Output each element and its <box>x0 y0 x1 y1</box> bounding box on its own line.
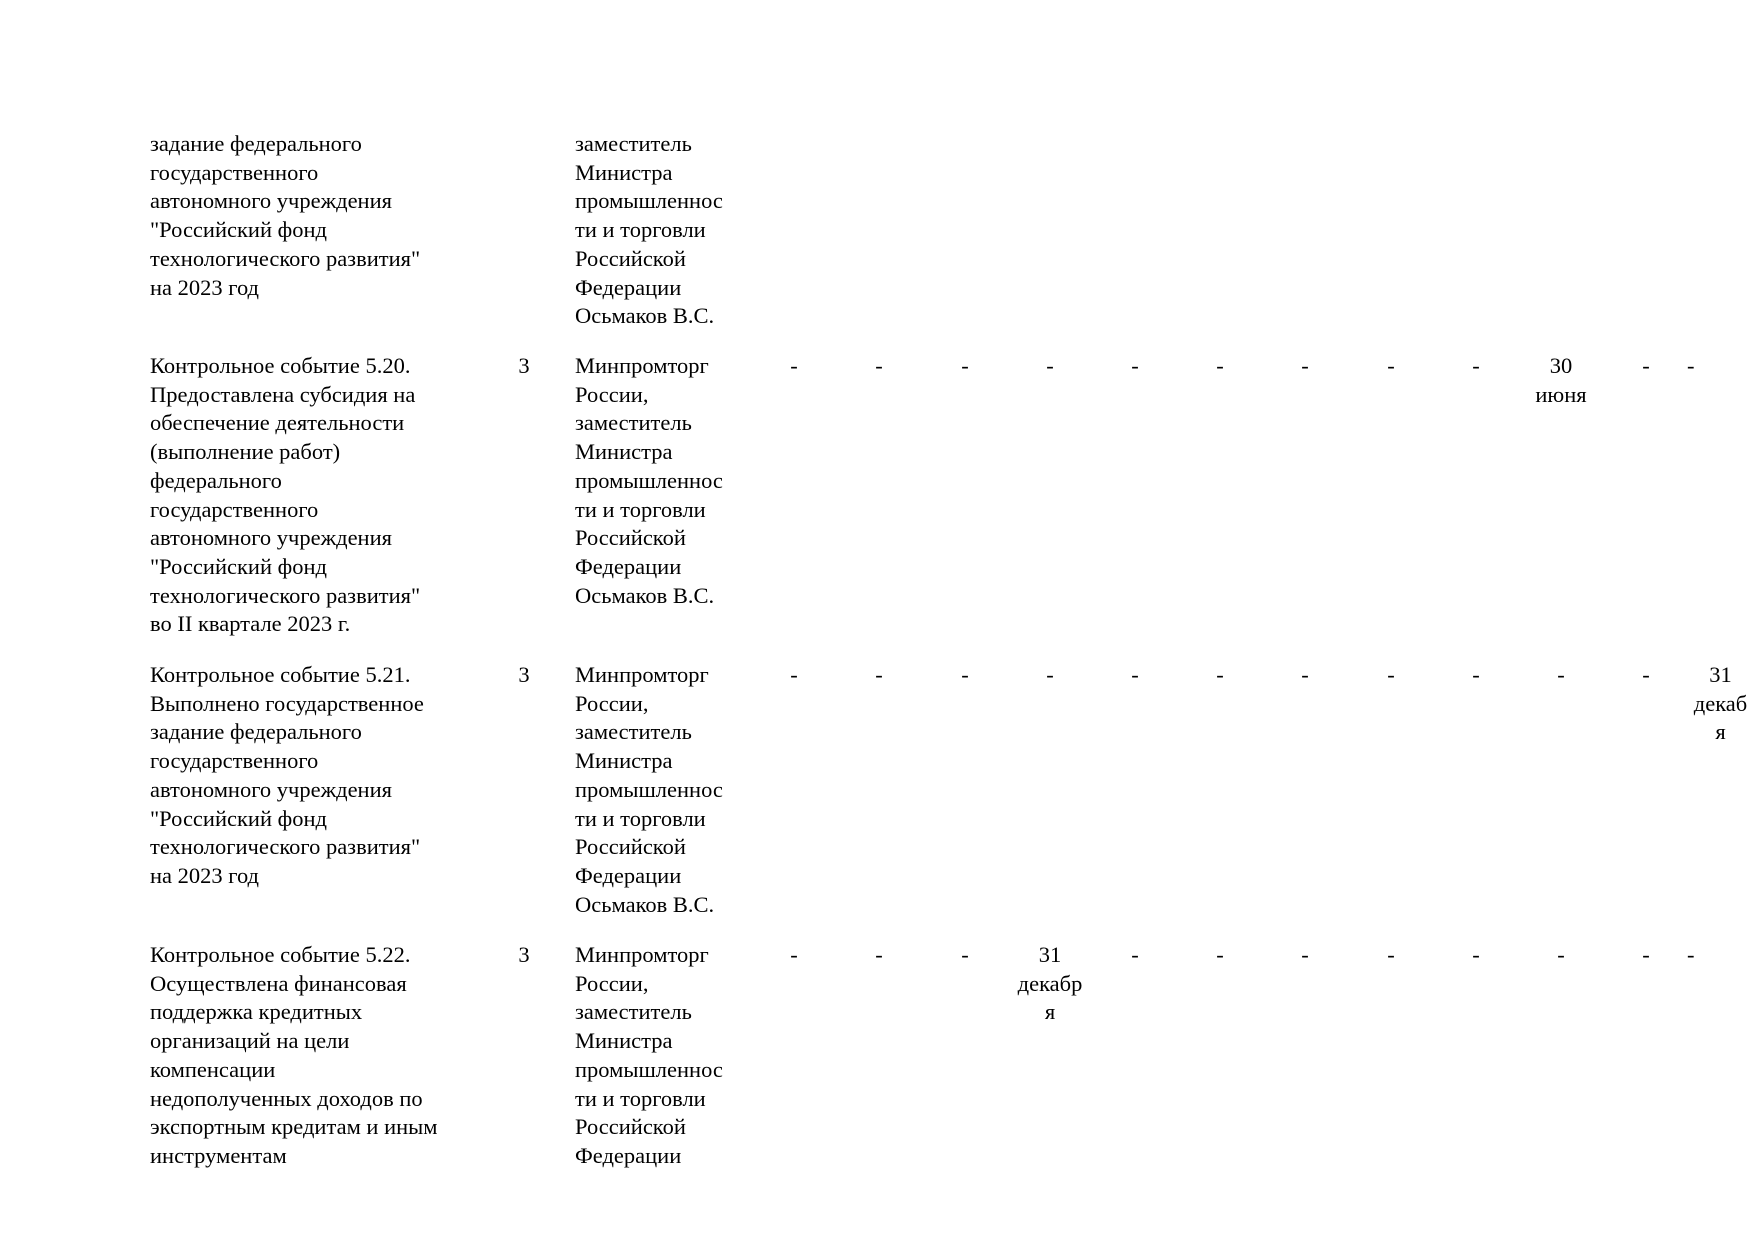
responsible-party: Минпромторг России, заместитель Министра промышленнос ти и торговли Российской Федерации Осьмаков В.С. <box>575 662 723 917</box>
month-cell: - <box>790 353 798 378</box>
month-cell: - <box>1557 942 1565 967</box>
month-cell: - <box>1301 942 1309 967</box>
responsible-party: Минпромторг России, заместитель Министра промышленнос ти и торговли Российской Федерации Осьмаков В.С. <box>575 353 723 608</box>
month-cell: - <box>1387 942 1395 967</box>
event-description: Контрольное событие 5.20. Предоставлена субсидия на обеспечение деятельности (выполнение работ) федерального государственного автономного учреждения "Российский фонд технологического развития" во II квартале 2023 г. <box>150 353 421 637</box>
month-cell: - <box>961 353 969 378</box>
month-cell: - <box>1642 942 1650 967</box>
month-cell: - <box>1642 353 1650 378</box>
event-level: 3 <box>518 942 530 967</box>
month-cell: 31 декаб я <box>1693 662 1748 745</box>
event-description: задание федерального государственного автономного учреждения "Российский фонд технологического развития" на 2023 год <box>150 131 421 300</box>
month-cell: - <box>1216 942 1224 967</box>
month-cell: - <box>1642 662 1650 687</box>
month-cell: - <box>1131 662 1139 687</box>
month-cell: - <box>790 942 798 967</box>
month-cell: - <box>1046 662 1054 687</box>
month-cell: 31 декабр я <box>1017 942 1083 1025</box>
month-cell: - <box>875 942 883 967</box>
month-cell: - <box>1387 353 1395 378</box>
month-cell: - <box>961 662 969 687</box>
month-cell: - <box>1046 353 1054 378</box>
month-cell: - <box>1301 662 1309 687</box>
month-cell: - <box>875 353 883 378</box>
month-cell: - <box>1472 662 1480 687</box>
month-cell: - <box>1301 353 1309 378</box>
month-cell: - <box>1472 353 1480 378</box>
month-cell: - <box>1216 353 1224 378</box>
responsible-party: заместитель Министра промышленнос ти и торговли Российской Федерации Осьмаков В.С. <box>575 131 723 329</box>
responsible-party: Минпромторг России, заместитель Министра промышленнос ти и торговли Российской Федерации <box>575 942 723 1168</box>
month-cell: - <box>790 662 798 687</box>
month-cell: - <box>1131 353 1139 378</box>
month-cell: - <box>875 662 883 687</box>
month-cell: - <box>1687 353 1695 378</box>
month-cell: - <box>1131 942 1139 967</box>
event-level: 3 <box>518 353 530 378</box>
month-cell: - <box>1387 662 1395 687</box>
event-description: Контрольное событие 5.22. Осуществлена финансовая поддержка кредитных организаций на цели компенсации недополученных доходов по экспортным кредитам и иным инструментам <box>150 942 438 1168</box>
event-description: Контрольное событие 5.21. Выполнено государственное задание федерального государственного автономного учреждения "Российский фонд технологического развития" на 2023 год <box>150 662 424 888</box>
month-cell: - <box>1687 942 1695 967</box>
month-cell: - <box>1216 662 1224 687</box>
month-cell: - <box>961 942 969 967</box>
event-level: 3 <box>518 662 530 687</box>
month-cell: 30 июня <box>1535 353 1587 407</box>
month-cell: - <box>1557 662 1565 687</box>
month-cell: - <box>1472 942 1480 967</box>
